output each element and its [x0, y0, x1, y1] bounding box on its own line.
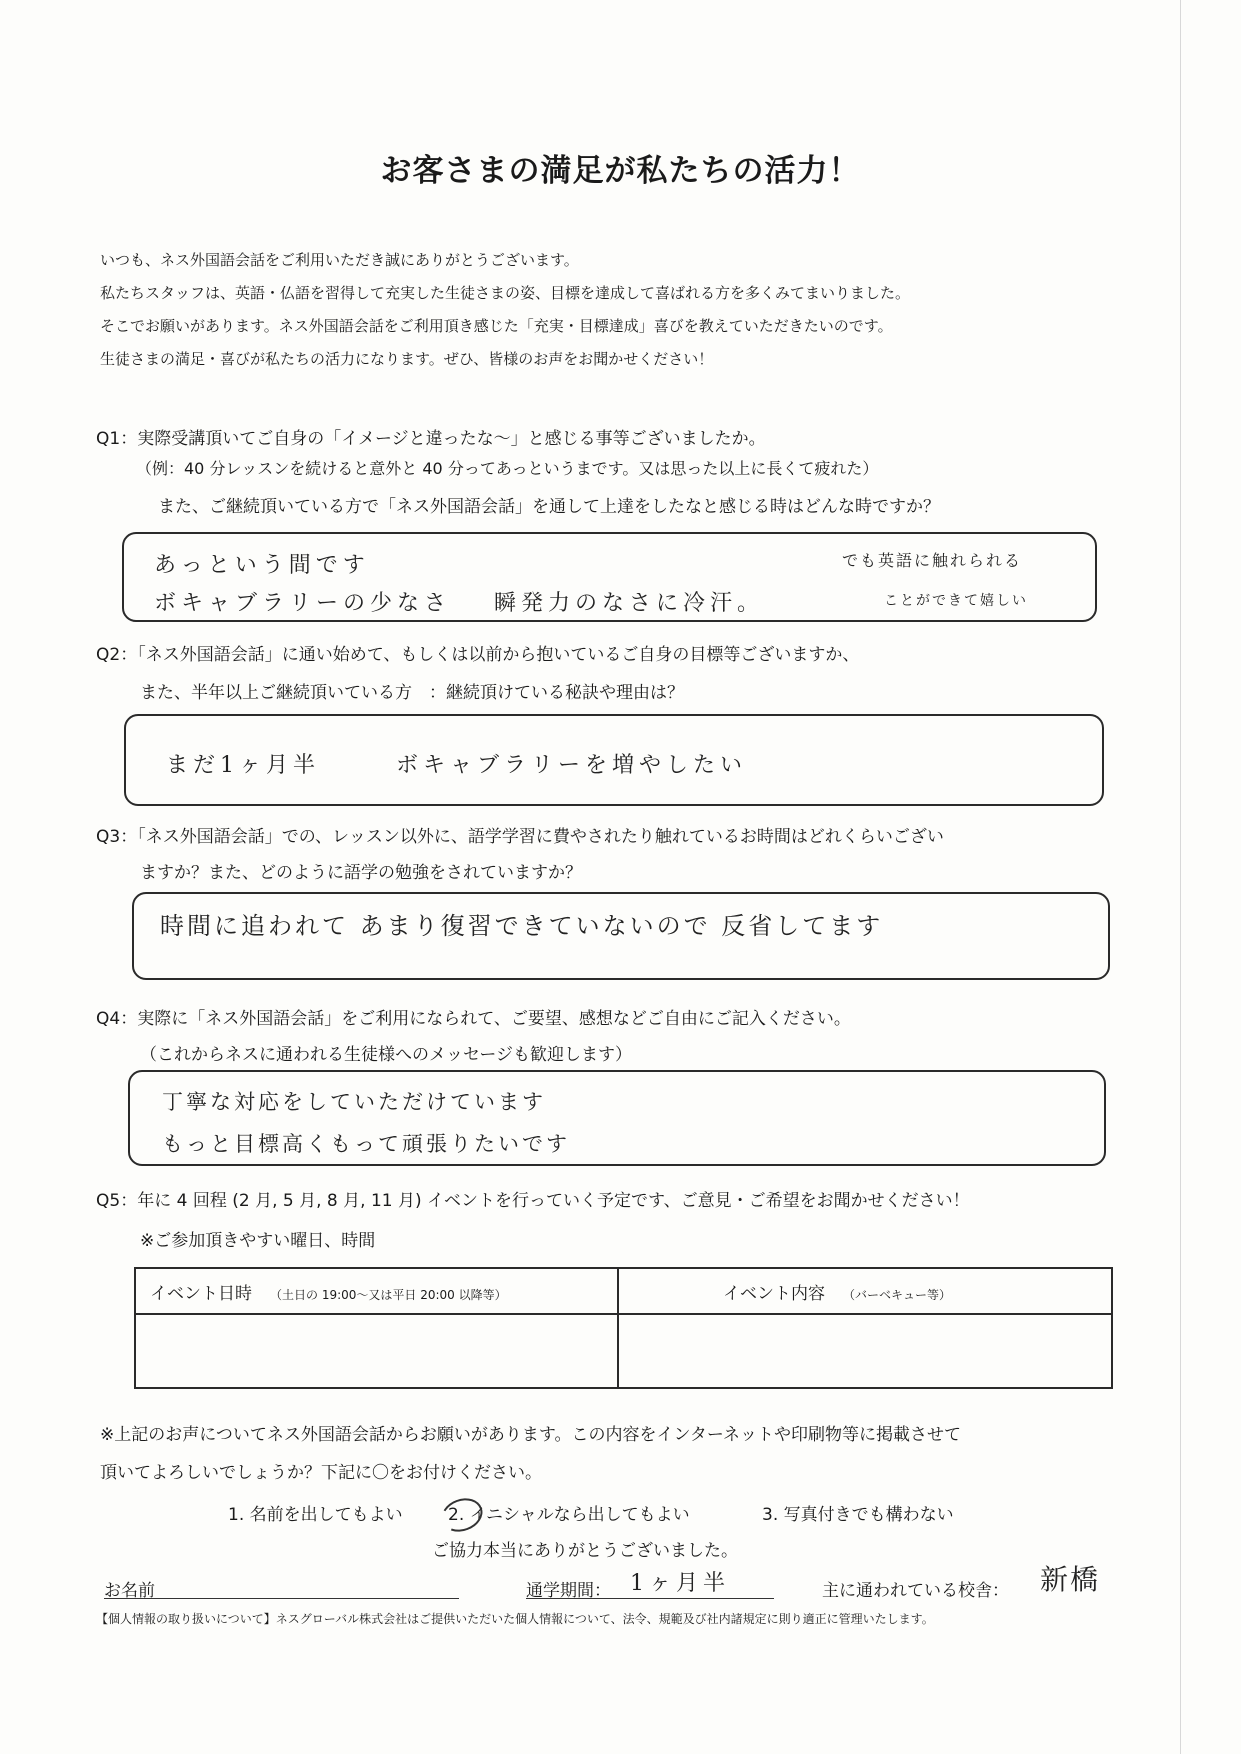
- event-date-header: [135, 1268, 618, 1314]
- event-date-cell[interactable]: [135, 1314, 618, 1388]
- q1-answer-line: ことができて嬉しい: [884, 593, 1028, 609]
- q2-answer-box[interactable]: [124, 714, 1104, 806]
- q1-answer-line: でも英語に触れられる: [842, 551, 1023, 570]
- event-date-label: イベント日時: [150, 1283, 252, 1304]
- permission-line1: ※上記のお声についてネス外国語会話からお願いがあります。この内容をインターネットや印刷物等に掲載させて: [100, 1425, 962, 1445]
- q2-line1: Q2：「ネス外国語会話」に通い始めて、もしくは以前から抱いているご自身の目標等ございますか、: [96, 645, 860, 665]
- q4-answer-line: もっと目標高くもって頑張りたいです: [162, 1132, 570, 1156]
- q4-line2: （これからネスに通われる生徒様へのメッセージも歓迎します）: [140, 1045, 632, 1065]
- intro-line: 私たちスタッフは、英語・仏語を習得して充実した生徒さまの姿、目標を達成して喜ばれる方を多くみてまいりました。: [100, 284, 911, 302]
- permission-option-1[interactable]: 1. 名前を出してもよい: [228, 1505, 403, 1525]
- period-label: 通学期間：: [526, 1581, 611, 1601]
- q5-line2: ※ご参加頂きやすい曜日、時間: [140, 1231, 376, 1251]
- thanks-text: ご協力本当にありがとうございました。: [432, 1541, 738, 1561]
- q4-answer-box[interactable]: [128, 1070, 1106, 1166]
- event-content-cell[interactable]: [618, 1314, 1112, 1388]
- q3-answer-box[interactable]: [132, 892, 1110, 980]
- q1-answer-line: 瞬発力のなさに冷汗。: [494, 591, 765, 616]
- q2-line2: また、半年以上ご継続頂いている方 ：継続頂けている秘訣や理由は？: [140, 683, 684, 703]
- page-edge: [1180, 0, 1181, 1754]
- q1-example: （例：40 分レッスンを続けると意外と 40 分ってあっというまです。又は思った以上に長くて疲れた）: [136, 459, 879, 478]
- q5-line1: Q5：年に 4 回程 (2 月, 5 月, 8 月, 11 月) イベントを行っていく予定です、ご意見・ご希望をお聞かせください！: [96, 1191, 970, 1211]
- q1-line3: また、ご継続頂いている方で「ネス外国語会話」を通して上達をしたなと感じる時はどんな時ですか？: [158, 497, 940, 517]
- q4-answer-line: 丁寧な対応をしていただけています: [162, 1090, 546, 1114]
- name-label: お名前: [104, 1581, 155, 1601]
- q1-line1: Q1：実際受講頂いてご自身の「イメージと違ったな～」と感じる事等ございましたか。: [96, 429, 766, 449]
- event-date-note: （土日の 19:00～又は平日 20:00 以降等）: [270, 1287, 507, 1302]
- q2-answer-line: ボキャブラリーを増やしたい: [396, 753, 748, 778]
- permission-option-3[interactable]: 3. 写真付きでも構わない: [762, 1505, 954, 1525]
- privacy-footer: 【個人情報の取り扱いについて】ネスグローバル株式会社はご提供いただいた個人情報について、法令、規範及び社内諸規定に則り適正に管理いたします。: [96, 1612, 934, 1626]
- period-line[interactable]: [526, 1598, 774, 1599]
- intro-line: 生徒さまの満足・喜びが私たちの活力になります。ぜひ、皆様のお声をお聞かせください！: [100, 350, 714, 368]
- q1-answer-line: ボキャブラリーの少なさ: [154, 591, 452, 616]
- q3-line1: Q3：「ネス外国語会話」での、レッスン以外に、語学学習に費やされたり触れているお時間はどれくらいござい: [96, 827, 944, 847]
- permission-option-2[interactable]: 2. イニシャルなら出してもよい: [448, 1505, 690, 1525]
- school-value: 新橋: [1040, 1563, 1101, 1596]
- intro-text: [100, 244, 910, 376]
- q2-answer-line: まだ1ヶ月半: [166, 753, 320, 778]
- q1-answer-box[interactable]: [122, 532, 1097, 622]
- name-line[interactable]: [104, 1598, 459, 1599]
- period-value: 1ヶ月半: [630, 1571, 730, 1596]
- intro-line: いつも、ネス外国語会話をご利用いただき誠にありがとうございます。: [100, 251, 579, 269]
- q3-line2: ますか？また、どのように語学の勉強をされていますか？: [140, 863, 582, 883]
- event-content-header: [618, 1268, 1112, 1314]
- page-title: お客さまの満足が私たちの活力！: [380, 153, 861, 189]
- q4-line1: Q4：実際に「ネス外国語会話」をご利用になられて、ご要望、感想などご自由にご記入ください。: [96, 1009, 851, 1029]
- event-content-label: イベント内容: [723, 1283, 825, 1304]
- q3-answer-line: 時間に追われて あまり復習できていないので 反省してます: [160, 912, 884, 940]
- q1-answer-line: あっという間です: [154, 553, 370, 578]
- event-table: [134, 1267, 1113, 1389]
- event-content-note: （バーベキュー等）: [843, 1287, 952, 1302]
- permission-line2: 頂いてよろしいでしょうか？下記に〇をお付けください。: [100, 1463, 542, 1483]
- school-label: 主に通われている校舎：: [822, 1581, 1009, 1601]
- intro-line: そこでお願いがあります。ネス外国語会話をご利用頂き感じた「充実・目標達成」喜びを教えていただきたいのです。: [100, 317, 893, 335]
